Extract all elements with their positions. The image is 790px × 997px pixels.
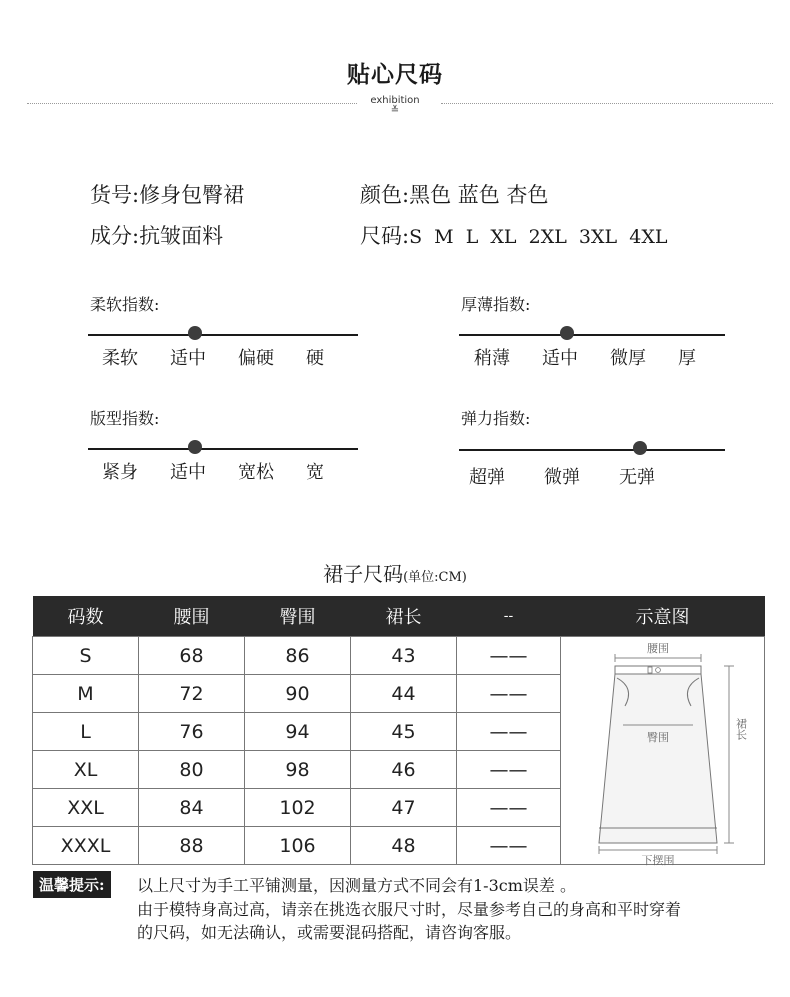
material-info [90,220,223,250]
table-cell: 102 [245,789,351,827]
elasticity-label: 弹力指数: [461,409,531,428]
table-cell: 72 [139,675,245,713]
size-table-title [0,558,790,587]
table-cell: 106 [245,827,351,865]
size-table-title-text: 裙子尺码 [323,562,404,586]
fit-scale [88,448,358,450]
table-cell: 68 [139,637,245,675]
softness-option: 偏硬 [238,348,274,369]
fit-option: 宽松 [238,462,274,483]
fit-label: 版型指数: [90,409,160,428]
softness-indicator [188,326,202,340]
size-table-unit: (单位:CM) [403,570,467,585]
notice-line: 由于模特身高过高，请亲在挑选衣服尺寸时，尽量参考自己的身高和平时穿着 [137,900,682,919]
subtitle: exhibition [370,95,420,106]
skirt-button [655,668,660,673]
elasticity-option: 超弹 [469,467,505,488]
table-cell: —— [457,713,561,751]
size-value: S M L XL 2XL 3XL 4XL [409,226,668,248]
color-value: 黑色 蓝色 杏色 [409,183,549,207]
thickness-option: 微厚 [610,348,646,369]
column-header: 裙长 [351,596,457,637]
skirt-diagram [563,638,763,867]
thickness-option: 厚 [678,348,696,369]
skirt-diagram-cell [561,637,765,865]
chevron-down-icon: ≚ [390,105,400,116]
table-cell: XXXL [33,827,139,865]
table-cell: 94 [245,713,351,751]
material-label: 成分: [90,224,140,248]
thickness-label: 厚薄指数: [461,295,531,314]
table-cell: —— [457,751,561,789]
table-cell: XXL [33,789,139,827]
table-row [33,637,765,675]
thickness-scale [459,334,725,336]
table-cell: 90 [245,675,351,713]
notice-line: 的尺码，如无法确认，或需要混码搭配，请咨询客服。 [137,923,522,942]
softness-label: 柔软指数: [90,295,160,314]
table-cell: 47 [351,789,457,827]
size-info [360,220,667,250]
softness-option: 适中 [170,348,206,369]
waist-label: 腰围 [646,642,669,655]
softness-option: 硬 [306,348,324,369]
elasticity-option: 微弹 [544,467,580,488]
item-number [90,179,244,209]
softness-option: 柔软 [102,348,138,369]
length-label: 裙长 [734,718,747,740]
fit-option: 宽 [306,462,324,483]
table-cell: 48 [351,827,457,865]
skirt-body [599,674,717,843]
thickness-option: 适中 [542,348,578,369]
fit-indicator [188,440,202,454]
table-cell: 88 [139,827,245,865]
table-cell: 45 [351,713,457,751]
hip-label: 臀围 [646,731,669,744]
elasticity-option: 无弹 [619,467,655,488]
item-value: 修身包臀裙 [139,183,245,207]
table-cell: L [33,713,139,751]
column-header: 示意图 [561,596,765,637]
table-cell: 86 [245,637,351,675]
elasticity-indicator [633,441,647,455]
table-cell: 98 [245,751,351,789]
column-header: -- [457,596,561,637]
column-header: 码数 [33,596,139,637]
material-value: 抗皱面料 [139,224,224,248]
column-header: 臀围 [245,596,351,637]
item-label: 货号: [90,183,140,207]
page-title: 贴心尺码 [347,61,443,88]
table-cell: 76 [139,713,245,751]
table-header-row [33,596,765,637]
table-cell: 44 [351,675,457,713]
fit-option: 适中 [170,462,206,483]
table-cell: 80 [139,751,245,789]
color-label: 颜色: [360,183,410,207]
hem-label: 下摆围 [641,854,674,867]
thickness-indicator [560,326,574,340]
table-cell: 46 [351,751,457,789]
table-cell: M [33,675,139,713]
table-cell: —— [457,675,561,713]
size-table [32,596,765,865]
table-cell: S [33,637,139,675]
notice-tag: 温馨提示: [33,871,111,898]
column-header: 腰围 [139,596,245,637]
thickness-option: 稍薄 [474,348,510,369]
skirt-tab [648,667,652,673]
color-info [360,179,548,209]
table-cell: —— [457,637,561,675]
fit-option: 紧身 [102,462,138,483]
table-cell: 43 [351,637,457,675]
elasticity-scale [459,449,725,451]
size-label: 尺码: [360,224,410,248]
notice-line: 以上尺寸为手工平铺测量，因测量方式不同会有1-3cm误差 。 [137,876,576,895]
table-cell: —— [457,827,561,865]
table-cell: —— [457,789,561,827]
table-cell: 84 [139,789,245,827]
softness-scale [88,334,358,336]
table-cell: XL [33,751,139,789]
